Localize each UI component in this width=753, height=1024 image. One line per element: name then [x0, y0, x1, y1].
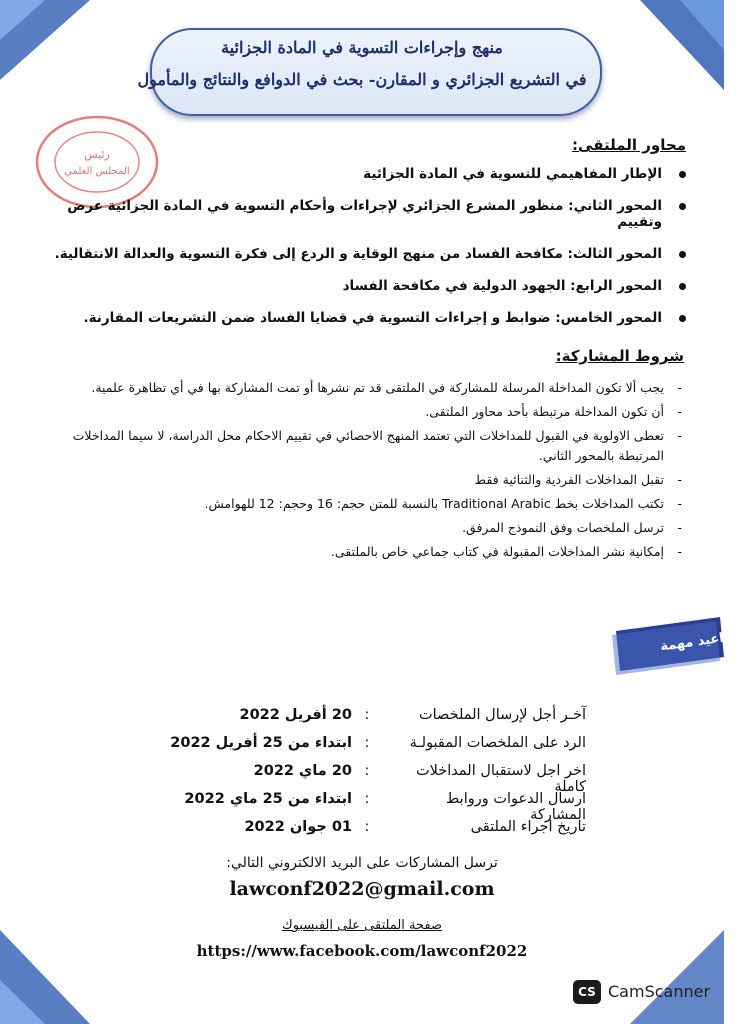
list-item: - تكتب المداخلات بخط Traditional Arabic بالنسبة للمتن حجم: 16 وحجم: 12 للهوامش.: [204, 496, 682, 511]
list-item: - ترسل الملخصات وفق النموذج المرفق.: [462, 520, 682, 535]
list-item: - إمكانية نشر المداخلات المقبولة في كتاب جماعي خاص بالملتقى.: [330, 544, 682, 559]
email-link[interactable]: lawconf2022@gmail.com: [229, 878, 495, 900]
camscanner-logo: CS: [573, 980, 601, 1004]
date-row: ارسال الدعوات وروابط المشاركة : ابتداء من 25 ماي 2022: [184, 791, 586, 823]
date-row: آخـر أجل لإرسال الملخصات : 20 أفريل 2022: [239, 707, 586, 723]
axes-heading: محاور الملتقى:: [572, 136, 686, 154]
corner-decoration-bottom-right: [630, 920, 724, 1024]
date-row: اخر اجل لاستقبال المداخلات كاملة : 20 ماي 2022: [253, 763, 586, 795]
bullet-icon: [679, 203, 686, 210]
date-row: الرد على الملخصات المقبولـة : ابتداء من 25 أفريل 2022: [170, 735, 586, 751]
dates-ribbon-label: مواعيد مهمة: [659, 628, 741, 655]
date-row: تاريخ اجراء الملتقى : 01 جوان 2022: [244, 819, 586, 835]
list-item: المحور الثالث: مكافحة الفساد من منهج الوقاية و الردع إلى فكرة التسوية والعدالة الانتقالية.: [46, 246, 686, 262]
facebook-intro: صفحة الملتقى على الفيسبوك: [281, 918, 443, 933]
title-line-2: في التشريع الجزائري و المقارن- بحث في الدوافع والنتائج والمأمول: [137, 70, 587, 89]
facebook-link[interactable]: https://www.facebook.com/lawconf2022: [196, 942, 528, 960]
list-item: - تقبل المداخلات الفردية والثنائية فقط: [474, 472, 682, 487]
svg-text:رئيس: رئيس: [84, 148, 110, 161]
title-line-1: منهج وإجراءات التسوية في المادة الجزائية: [221, 38, 503, 57]
list-item: المحور الثاني: منظور المشرع الجزائري لإجراءات وأحكام التسوية في المادة الجزائية عرض وتقييم: [46, 198, 686, 230]
email-intro: ترسل المشاركات على البريد الالكتروني التالي:: [226, 855, 498, 871]
camscanner-label: CamScanner: [608, 982, 711, 1001]
list-item: - تعطى الاولوية في القبول للمداخلات التي تعتمد المنهج الاحصائي في تقييم الاحكام محل الدراسة، لا سيما المداخلات المرتبطة بالمحور الثاني.: [72, 428, 682, 463]
corner-decoration-top-right: [620, 0, 724, 120]
bullet-icon: [679, 315, 686, 322]
list-item: المحور الخامس: ضوابط و إجراءات التسوية في قضايا الفساد ضمن التشريعات المقارنة.: [46, 310, 686, 326]
list-item: - أن تكون المداخلة مرتبطة بأحد محاور الملتقى.: [425, 404, 682, 419]
list-item: - يجب ألا تكون المداخلة المرسلة للمشاركة في الملتقى قد تم نشرها أو تمت المشاركة بها في أي تظاهرة علمية.: [91, 380, 682, 395]
bullet-icon: [679, 171, 686, 178]
axes-list: [46, 166, 686, 342]
conditions-list: [34, 378, 684, 566]
bullet-icon: [679, 283, 686, 290]
list-item: الإطار المفاهيمي للتسوية في المادة الجزائية: [46, 166, 686, 182]
svg-text:المجلس العلمي: المجلس العلمي: [64, 166, 130, 177]
list-item: المحور الرابع: الجهود الدولية في مكافحة الفساد: [46, 278, 686, 294]
bullet-icon: [679, 251, 686, 258]
conditions-heading: شروط المشاركة:: [555, 347, 684, 365]
